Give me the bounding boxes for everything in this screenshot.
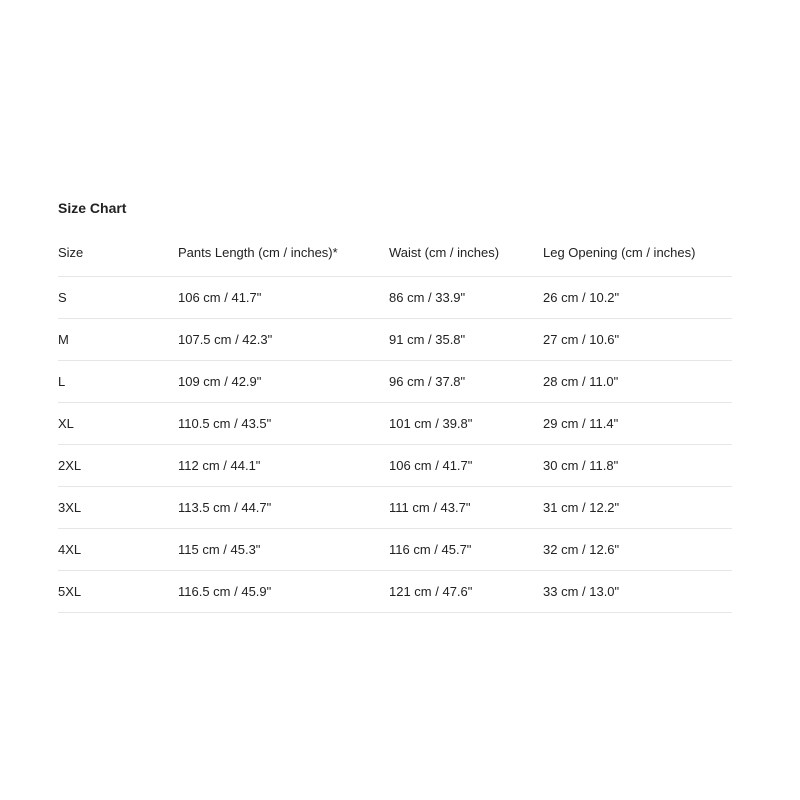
- leg-opening-cell: 29 cm / 11.4": [543, 403, 732, 445]
- pants-length-cell: 113.5 cm / 44.7": [178, 487, 389, 529]
- leg-opening-cell: 30 cm / 11.8": [543, 445, 732, 487]
- size-chart: [58, 198, 732, 613]
- leg-opening-cell: 28 cm / 11.0": [543, 361, 732, 403]
- waist-cell: 101 cm / 39.8": [389, 403, 543, 445]
- waist-cell: 96 cm / 37.8": [389, 361, 543, 403]
- size-cell: S: [58, 277, 178, 319]
- leg-opening-cell: 27 cm / 10.6": [543, 319, 732, 361]
- table-body: [58, 277, 732, 613]
- pants-length-cell: 107.5 cm / 42.3": [178, 319, 389, 361]
- header-pants-length: Pants Length (cm / inches)*: [178, 244, 389, 277]
- size-cell: 4XL: [58, 529, 178, 571]
- pants-length-cell: 106 cm / 41.7": [178, 277, 389, 319]
- leg-opening-cell: 33 cm / 13.0": [543, 571, 732, 613]
- waist-cell: 111 cm / 43.7": [389, 487, 543, 529]
- pants-length-cell: 110.5 cm / 43.5": [178, 403, 389, 445]
- table-row: [58, 361, 732, 403]
- waist-cell: 106 cm / 41.7": [389, 445, 543, 487]
- table-row: [58, 403, 732, 445]
- pants-length-cell: 116.5 cm / 45.9": [178, 571, 389, 613]
- table-row: [58, 529, 732, 571]
- size-cell: XL: [58, 403, 178, 445]
- waist-cell: 116 cm / 45.7": [389, 529, 543, 571]
- header-size: Size: [58, 244, 178, 277]
- header-leg-opening: Leg Opening (cm / inches): [543, 244, 732, 277]
- table-row: [58, 571, 732, 613]
- header-waist: Waist (cm / inches): [389, 244, 543, 277]
- leg-opening-cell: 31 cm / 12.2": [543, 487, 732, 529]
- size-cell: 2XL: [58, 445, 178, 487]
- size-cell: L: [58, 361, 178, 403]
- waist-cell: 121 cm / 47.6": [389, 571, 543, 613]
- table-row: [58, 487, 732, 529]
- pants-length-cell: 109 cm / 42.9": [178, 361, 389, 403]
- leg-opening-cell: 32 cm / 12.6": [543, 529, 732, 571]
- size-cell: 5XL: [58, 571, 178, 613]
- table-row: [58, 277, 732, 319]
- chart-title: Size Chart: [58, 200, 127, 216]
- pants-length-cell: 115 cm / 45.3": [178, 529, 389, 571]
- size-table: [58, 244, 732, 613]
- size-cell: M: [58, 319, 178, 361]
- leg-opening-cell: 26 cm / 10.2": [543, 277, 732, 319]
- size-cell: 3XL: [58, 487, 178, 529]
- table-row: [58, 319, 732, 361]
- table-row: [58, 445, 732, 487]
- waist-cell: 86 cm / 33.9": [389, 277, 543, 319]
- pants-length-cell: 112 cm / 44.1": [178, 445, 389, 487]
- table-header-row: [58, 244, 732, 277]
- waist-cell: 91 cm / 35.8": [389, 319, 543, 361]
